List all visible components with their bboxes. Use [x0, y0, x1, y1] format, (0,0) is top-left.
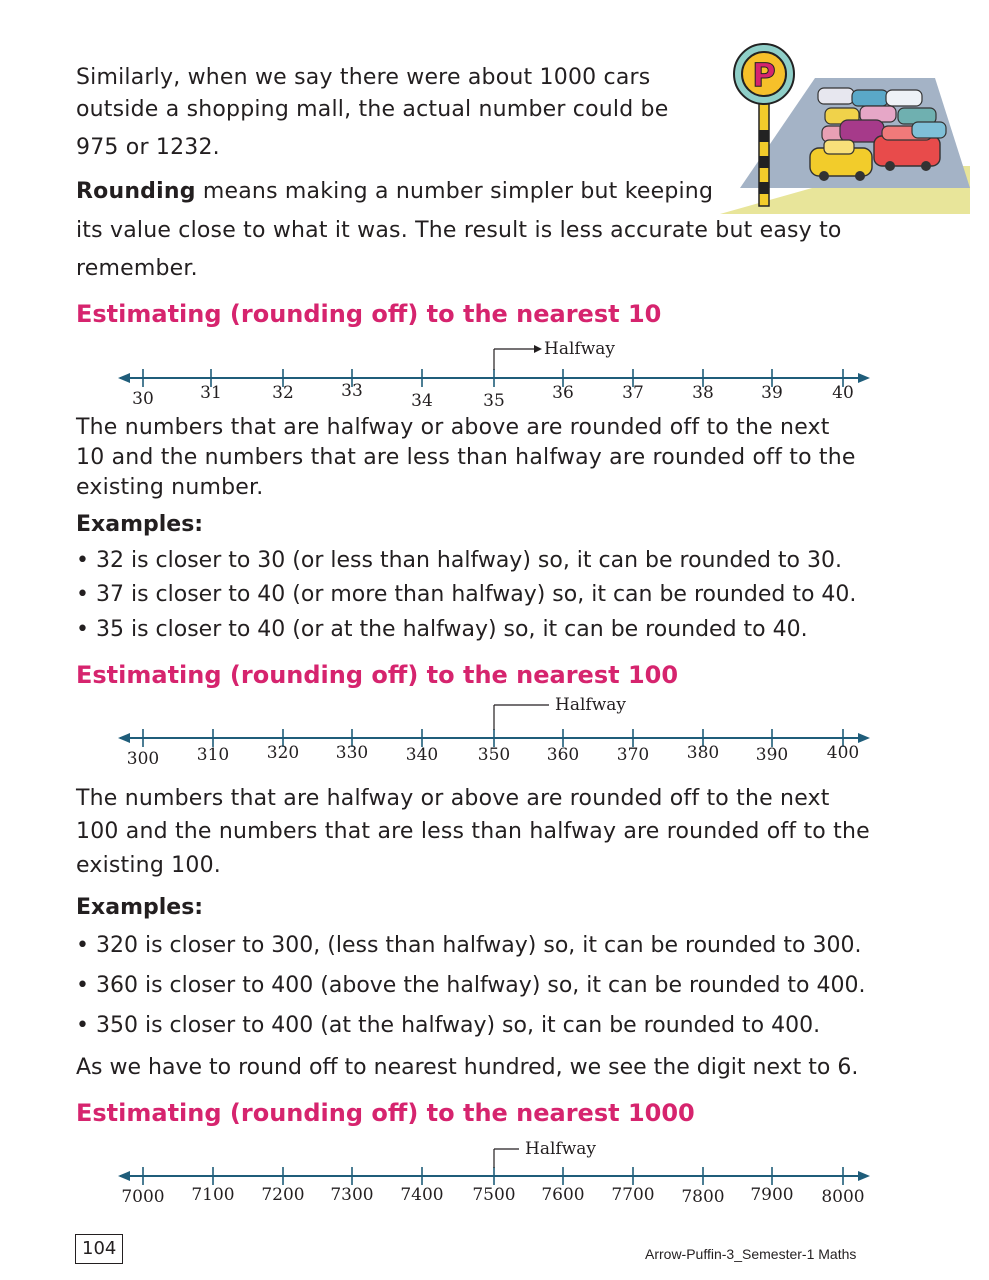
tick-label: 36	[552, 383, 574, 403]
tick-label: 33	[341, 381, 363, 401]
tick-label: 330	[335, 743, 369, 763]
tick-label: 7400	[400, 1185, 444, 1205]
hundreds-para-1: The numbers that are halfway or above are rounded off to the next	[76, 786, 830, 811]
tick-label: 360	[546, 745, 580, 765]
tick-label: 400	[826, 743, 860, 763]
tick-label: 370	[616, 745, 650, 765]
tick-label: 7300	[330, 1185, 374, 1205]
tick-label: 310	[196, 745, 230, 765]
heading-nearest-1000: Estimating (rounding off) to the nearest 1000	[76, 1099, 695, 1127]
tick-label: 7200	[261, 1185, 305, 1205]
right-arrow-icon	[858, 1171, 870, 1181]
rounding-definition-text: means making a number simpler but keeping	[195, 179, 714, 204]
tick-label: 7500	[472, 1185, 516, 1205]
left-arrow-icon	[118, 733, 130, 743]
hundreds-example-2: • 360 is closer to 400 (above the halfway) so, it can be rounded to 400.	[76, 973, 866, 998]
tick-label: 380	[686, 743, 720, 763]
tick-label: 30	[132, 389, 154, 409]
book-title-footer: Arrow-Puffin-3_Semester-1 Maths	[645, 1246, 857, 1262]
left-arrow-icon	[118, 1171, 130, 1181]
right-arrow-icon	[858, 373, 870, 383]
tick-label: 40	[832, 383, 854, 403]
hundreds-example-3: • 350 is closer to 400 (at the halfway) so, it can be rounded to 400.	[76, 1013, 821, 1038]
rounding-definition	[76, 174, 713, 210]
tick-label: 7000	[121, 1187, 165, 1207]
halfway-label: Halfway	[555, 695, 626, 715]
hundreds-para-3: existing 100.	[76, 853, 221, 878]
intro-line-1: Similarly, when we say there were about 1000 cars	[76, 65, 651, 90]
parking-lot-illustration	[720, 38, 970, 214]
tick-label: 31	[200, 383, 222, 403]
page-number: 104	[75, 1234, 123, 1264]
tick-label: 37	[622, 383, 644, 403]
tick-label: 39	[761, 383, 783, 403]
hundreds-example-1: • 320 is closer to 300, (less than halfway) so, it can be rounded to 300.	[76, 933, 862, 958]
tick-label: 7800	[681, 1187, 725, 1207]
sign-letter: P	[752, 56, 776, 94]
tick-label: 38	[692, 383, 714, 403]
tick-label: 7700	[611, 1185, 655, 1205]
tens-para-2: 10 and the numbers that are less than halfway are rounded off to the	[76, 445, 856, 470]
tens-examples-title: Examples:	[76, 512, 204, 537]
tens-para-3: existing number.	[76, 475, 264, 500]
tens-example-2: • 37 is closer to 40 (or more than halfway) so, it can be rounded to 40.	[76, 582, 857, 607]
tick-label: 8000	[821, 1187, 865, 1207]
tick-label: 7100	[191, 1185, 235, 1205]
tick-label: 350	[477, 745, 511, 765]
rounding-term: Rounding	[76, 179, 196, 204]
tick-label: 390	[755, 745, 789, 765]
intro-line-2: outside a shopping mall, the actual number could be	[76, 97, 669, 122]
halfway-label: Halfway	[544, 339, 615, 359]
tick-label: 320	[266, 743, 300, 763]
arrow-right-icon	[534, 345, 542, 353]
tens-example-1: • 32 is closer to 30 (or less than halfway) so, it can be rounded to 30.	[76, 548, 842, 573]
tick-label: 32	[272, 383, 294, 403]
left-arrow-icon	[118, 373, 130, 383]
right-arrow-icon	[858, 733, 870, 743]
tick-label: 34	[411, 391, 433, 411]
intro-line-3: 975 or 1232.	[76, 135, 220, 160]
tick-label: 7900	[750, 1185, 794, 1205]
tens-example-3: • 35 is closer to 40 (or at the halfway) so, it can be rounded to 40.	[76, 617, 808, 642]
tick-label: 340	[405, 745, 439, 765]
tick-label: 7600	[541, 1185, 585, 1205]
halfway-label: Halfway	[525, 1139, 596, 1159]
hundreds-note: As we have to round off to nearest hundred, we see the digit next to 6.	[76, 1055, 859, 1080]
tick-label: 35	[483, 391, 505, 411]
heading-nearest-10: Estimating (rounding off) to the nearest 10	[76, 300, 662, 328]
tick-label: 300	[126, 749, 160, 769]
tens-para-1: The numbers that are halfway or above are rounded off to the next	[76, 415, 830, 440]
intro-line-6: remember.	[76, 256, 198, 281]
intro-line-5: its value close to what it was. The result is less accurate but easy to	[76, 218, 842, 243]
hundreds-examples-title: Examples:	[76, 895, 204, 920]
heading-nearest-100: Estimating (rounding off) to the nearest 100	[76, 661, 679, 689]
hundreds-para-2: 100 and the numbers that are less than halfway are rounded off to the	[76, 819, 870, 844]
